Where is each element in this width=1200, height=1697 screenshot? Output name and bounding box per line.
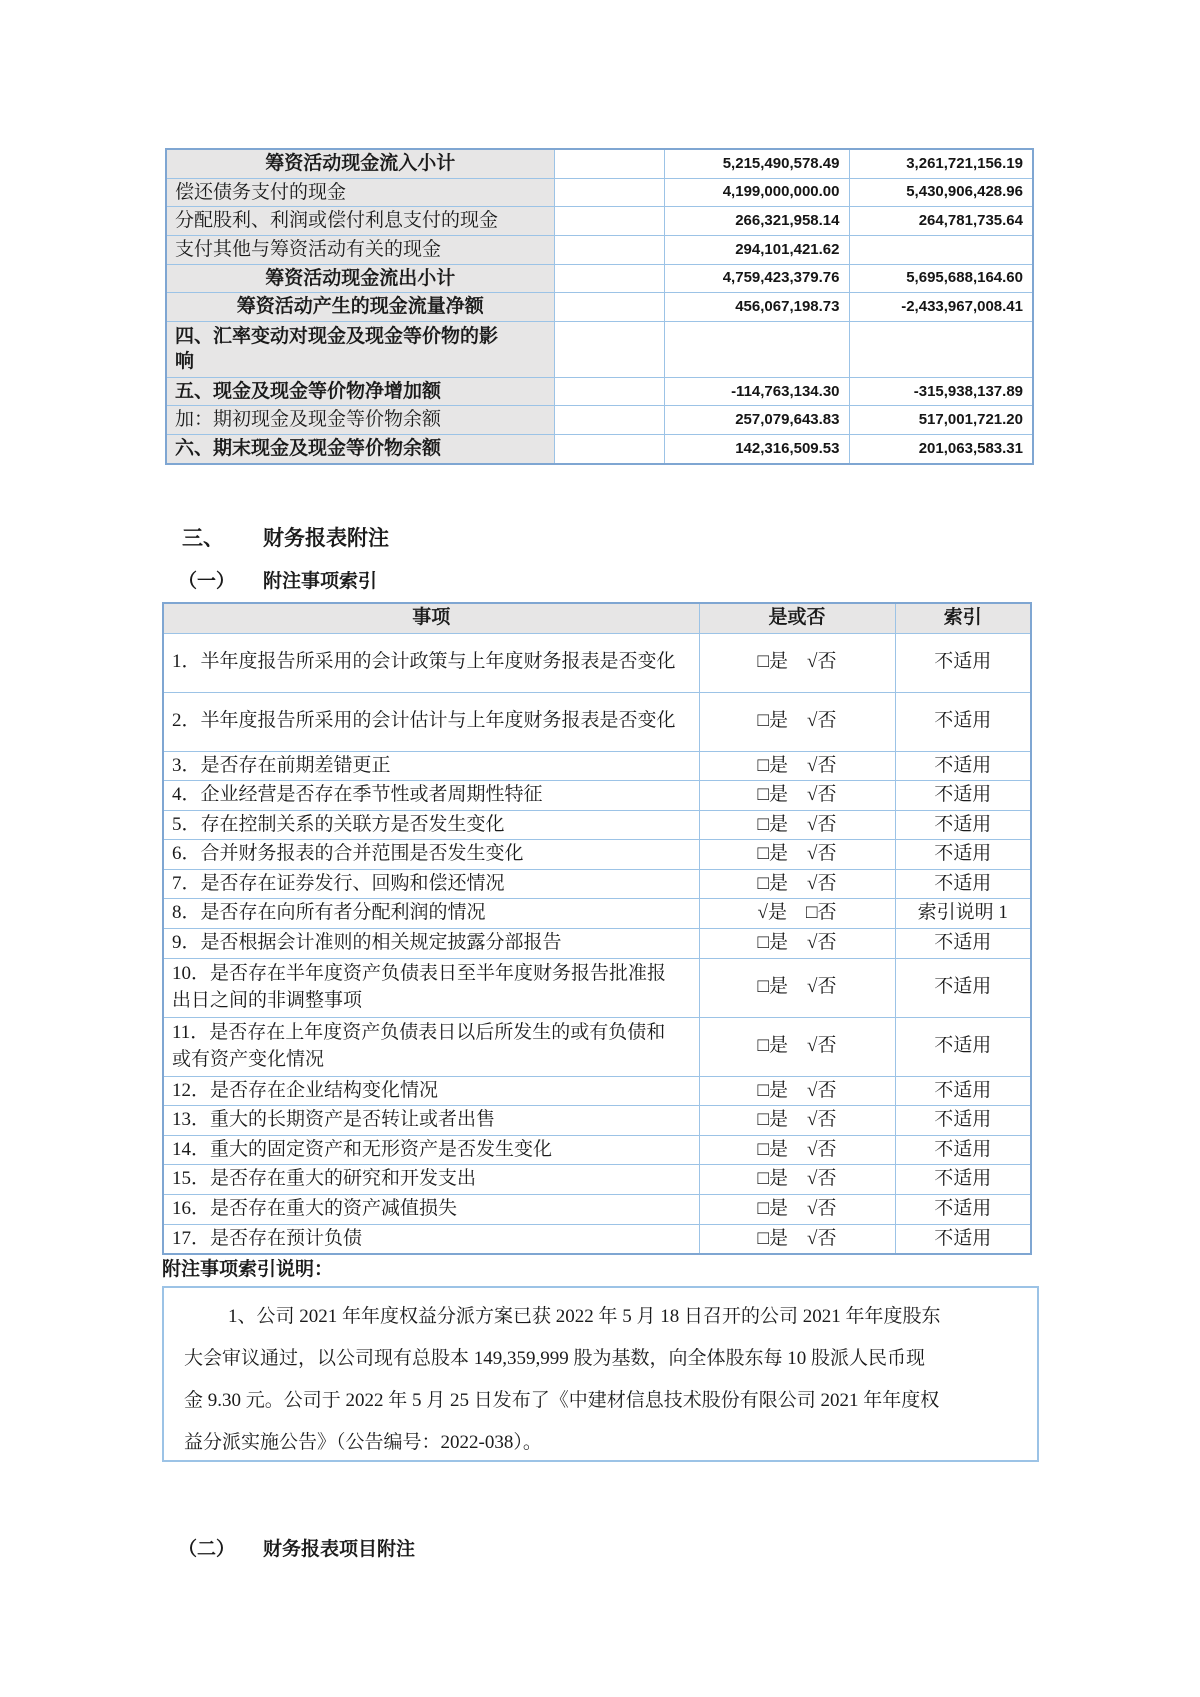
prior-period-value (849, 235, 1033, 264)
cash-flow-table (165, 148, 1034, 465)
answer-cell: □是 √否 (699, 633, 895, 692)
item-cell: 11．是否存在上年度资产负债表日以后所发生的或有负债和或有资产变化情况 (163, 1017, 699, 1076)
answer-cell: □是 √否 (699, 1135, 895, 1165)
empty-cell (554, 264, 664, 293)
subsection-number: （二） (178, 1539, 236, 1560)
item-cell: 7．是否存在证券发行、回购和偿还情况 (163, 869, 699, 899)
section-title: 财务报表附注 (263, 526, 389, 550)
prior-period-value: 5,430,906,428.96 (849, 178, 1033, 207)
row-label: 筹资活动产生的现金流量净额 (166, 293, 554, 322)
column-header-yes-no: 是或否 (699, 603, 895, 633)
item-cell: 5．存在控制关系的关联方是否发生变化 (163, 810, 699, 840)
column-header-index: 索引 (895, 603, 1031, 633)
table-row (163, 1017, 1031, 1076)
answer-cell: □是 √否 (699, 840, 895, 870)
index-cell: 不适用 (895, 751, 1031, 781)
prior-period-value (849, 321, 1033, 377)
notes-index-table (162, 602, 1032, 1255)
item-cell: 14．重大的固定资产和无形资产是否发生变化 (163, 1135, 699, 1165)
index-cell: 不适用 (895, 929, 1031, 959)
table-row (163, 958, 1031, 1017)
prior-period-value: 517,001,721.20 (849, 406, 1033, 435)
answer-cell: □是 √否 (699, 692, 895, 751)
subsection-number: （一） (178, 571, 236, 592)
empty-cell (554, 207, 664, 236)
item-cell: 15．是否存在重大的研究和开发支出 (163, 1165, 699, 1195)
item-cell: 9．是否根据会计准则的相关规定披露分部报告 (163, 929, 699, 959)
current-period-value: 257,079,643.83 (664, 406, 849, 435)
answer-cell: □是 √否 (699, 1224, 895, 1254)
current-period-value: 142,316,509.53 (664, 435, 849, 464)
item-cell: 12．是否存在企业结构变化情况 (163, 1076, 699, 1106)
current-period-value: 5,215,490,578.49 (664, 149, 849, 178)
subsection-title: 财务报表项目附注 (263, 1539, 416, 1560)
current-period-value (664, 321, 849, 377)
current-period-value: 266,321,958.14 (664, 207, 849, 236)
table-row (163, 869, 1031, 899)
empty-cell (554, 235, 664, 264)
table-row (163, 781, 1031, 811)
current-period-value: 4,759,423,379.76 (664, 264, 849, 293)
table-row (166, 235, 1033, 264)
table-row (163, 1076, 1031, 1106)
prior-period-value: 201,063,583.31 (849, 435, 1033, 464)
answer-cell: □是 √否 (699, 1195, 895, 1225)
empty-cell (554, 149, 664, 178)
table-row (163, 692, 1031, 751)
current-period-value: 456,067,198.73 (664, 293, 849, 322)
section-heading-notes (182, 522, 389, 552)
table-row (166, 406, 1033, 435)
index-cell: 不适用 (895, 1195, 1031, 1225)
row-label: 分配股利、利润或偿付利息支付的现金 (166, 207, 554, 236)
table-row (166, 377, 1033, 406)
prior-period-value: 5,695,688,164.60 (849, 264, 1033, 293)
item-cell: 1．半年度报告所采用的会计政策与上年度财务报表是否变化 (163, 633, 699, 692)
section-number: 三、 (182, 526, 224, 550)
index-cell: 不适用 (895, 692, 1031, 751)
item-cell: 4．企业经营是否存在季节性或者周期性特征 (163, 781, 699, 811)
answer-cell: □是 √否 (699, 1076, 895, 1106)
index-cell: 不适用 (895, 1106, 1031, 1136)
item-cell: 2．半年度报告所采用的会计估计与上年度财务报表是否变化 (163, 692, 699, 751)
index-cell: 不适用 (895, 1017, 1031, 1076)
table-row (166, 178, 1033, 207)
item-cell: 13．重大的长期资产是否转让或者出售 (163, 1106, 699, 1136)
table-row (163, 1195, 1031, 1225)
row-label: 筹资活动现金流入小计 (166, 149, 554, 178)
table-row (166, 293, 1033, 322)
empty-cell (554, 435, 664, 464)
row-label: 四、汇率变动对现金及现金等价物的影响 (166, 321, 554, 377)
index-cell: 不适用 (895, 1224, 1031, 1254)
empty-cell (554, 293, 664, 322)
row-label: 六、期末现金及现金等价物余额 (166, 435, 554, 464)
empty-cell (554, 178, 664, 207)
table-row (163, 1224, 1031, 1254)
prior-period-value: -315,938,137.89 (849, 377, 1033, 406)
answer-cell: □是 √否 (699, 1165, 895, 1195)
table-row (163, 633, 1031, 692)
table-row (163, 929, 1031, 959)
item-cell: 10．是否存在半年度资产负债表日至半年度财务报告批准报出日之间的非调整事项 (163, 958, 699, 1017)
answer-cell: □是 √否 (699, 1017, 895, 1076)
index-cell: 不适用 (895, 633, 1031, 692)
empty-cell (554, 321, 664, 377)
row-label: 筹资活动现金流出小计 (166, 264, 554, 293)
current-period-value: 4,199,000,000.00 (664, 178, 849, 207)
prior-period-value: -2,433,967,008.41 (849, 293, 1033, 322)
prior-period-value: 3,261,721,156.19 (849, 149, 1033, 178)
empty-cell (554, 377, 664, 406)
item-cell: 16．是否存在重大的资产减值损失 (163, 1195, 699, 1225)
answer-cell: □是 √否 (699, 810, 895, 840)
note-line: 大会审议通过，以公司现有总股本 149,359,999 股为基数，向全体股东每 10 股派人民币现 (184, 1348, 926, 1369)
answer-cell: □是 √否 (699, 751, 895, 781)
row-label: 五、现金及现金等价物净增加额 (166, 377, 554, 406)
item-cell: 6．合并财务报表的合并范围是否发生变化 (163, 840, 699, 870)
empty-cell (554, 406, 664, 435)
column-header-item: 事项 (163, 603, 699, 633)
answer-cell: □是 √否 (699, 929, 895, 959)
item-cell: 8．是否存在向所有者分配利润的情况 (163, 899, 699, 929)
index-cell: 不适用 (895, 1076, 1031, 1106)
index-cell: 索引说明 1 (895, 899, 1031, 929)
table-row (163, 899, 1031, 929)
subsection-heading-index (178, 566, 377, 593)
index-cell: 不适用 (895, 1135, 1031, 1165)
current-period-value: 294,101,421.62 (664, 235, 849, 264)
index-cell: 不适用 (895, 869, 1031, 899)
table-row (166, 321, 1033, 377)
table-row (163, 810, 1031, 840)
item-cell: 17．是否存在预计负债 (163, 1224, 699, 1254)
table-row (166, 264, 1033, 293)
answer-cell: □是 √否 (699, 958, 895, 1017)
answer-cell: √是 □否 (699, 899, 895, 929)
current-period-value: -114,763,134.30 (664, 377, 849, 406)
index-cell: 不适用 (895, 958, 1031, 1017)
note-line: 益分派实施公告》（公告编号：2022-038）。 (184, 1432, 542, 1453)
subsection-heading-items (178, 1534, 415, 1561)
index-cell: 不适用 (895, 781, 1031, 811)
prior-period-value: 264,781,735.64 (849, 207, 1033, 236)
row-label: 支付其他与筹资活动有关的现金 (166, 235, 554, 264)
note-explanation-heading: 附注事项索引说明： (162, 1259, 334, 1280)
note-line: 金 9.30 元。公司于 2022 年 5 月 25 日发布了《中建材信息技术股份有限公司 2021 年年度权 (184, 1390, 940, 1411)
subsection-title: 附注事项索引 (263, 571, 378, 592)
index-cell: 不适用 (895, 810, 1031, 840)
note-line: 1、公司 2021 年年度权益分派方案已获 2022 年 5 月 18 日召开的公司 2021 年年度股东 (228, 1306, 941, 1327)
answer-cell: □是 √否 (699, 1106, 895, 1136)
answer-cell: □是 √否 (699, 781, 895, 811)
row-label: 偿还债务支付的现金 (166, 178, 554, 207)
table-row (163, 840, 1031, 870)
header-row (163, 603, 1031, 633)
table-row (163, 751, 1031, 781)
table-row (166, 149, 1033, 178)
table-row (163, 1165, 1031, 1195)
index-cell: 不适用 (895, 1165, 1031, 1195)
answer-cell: □是 √否 (699, 869, 895, 899)
table-row (166, 207, 1033, 236)
item-cell: 3．是否存在前期差错更正 (163, 751, 699, 781)
row-label: 加：期初现金及现金等价物余额 (166, 406, 554, 435)
note-explanation-box (162, 1286, 1039, 1462)
table-row (163, 1135, 1031, 1165)
index-cell: 不适用 (895, 840, 1031, 870)
table-row (163, 1106, 1031, 1136)
table-row (166, 435, 1033, 464)
